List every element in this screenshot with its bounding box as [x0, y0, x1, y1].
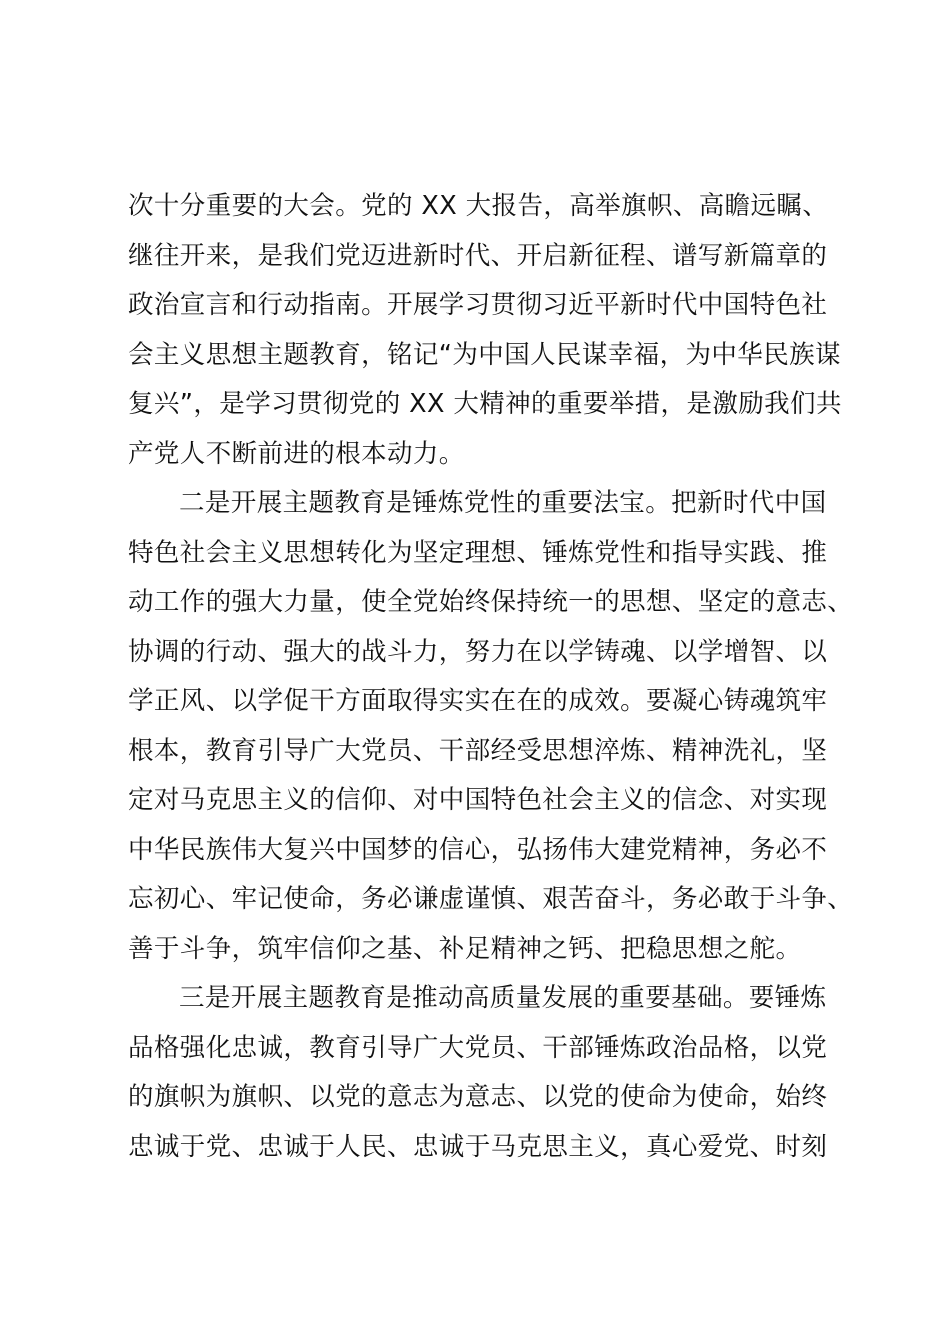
text-line: 次十分重要的大会。党的 XX 大报告，高举旗帜、高瞻远瞩、	[128, 191, 829, 221]
text-line: 善于斗争，筑牢信仰之基、补足精神之钙、把稳思想之舵。	[128, 933, 802, 964]
text-line: 政治宣言和行动指南。开展学习贯彻习近平新时代中国特色社	[128, 290, 828, 320]
text-line: 忠诚于党、忠诚于人民、忠诚于马克思主义，真心爱党、时刻	[128, 1131, 828, 1162]
text-line: 忘初心、牢记使命，务必谦虚谨慎、艰苦奋斗，务必敢于斗争、	[128, 884, 854, 914]
document-body	[128, 182, 854, 1172]
text-line: 三是开展主题教育是推动高质量发展的重要基础。要锤炼	[179, 983, 827, 1013]
text-line: 特色社会主义思想转化为坚定理想、锤炼党性和指导实践、推	[128, 537, 828, 568]
paragraph	[128, 479, 854, 974]
text-line: 品格强化忠诚，教育引导广大党员、干部锤炼政治品格，以党	[128, 1032, 828, 1063]
text-line: 学正风、以学促干方面取得实实在在的成效。要凝心铸魂筑牢	[128, 686, 828, 716]
text-line: 产党人不断前进的根本动力。	[128, 438, 465, 469]
text-line: 定对马克思主义的信仰、对中国特色社会主义的信念、对实现	[128, 785, 828, 815]
text-line: 根本，教育引导广大党员、干部经受思想淬炼、精神洗礼，坚	[128, 735, 828, 766]
text-line: 的旗帜为旗帜、以党的意志为意志、以党的使命为使命，始终	[128, 1082, 828, 1112]
text-line: 继往开来，是我们党迈进新时代、开启新征程、谱写新篇章的	[128, 240, 828, 271]
paragraph	[128, 974, 850, 1172]
text-line: 协调的行动、强大的战斗力，努力在以学铸魂、以学增智、以	[128, 636, 828, 667]
text-line: 二是开展主题教育是锤炼党性的重要法宝。把新时代中国	[179, 488, 827, 518]
text-line: 会主义思想主题教育，铭记“为中国人民谋幸福，为中华民族谋	[128, 339, 841, 370]
text-line: 中华民族伟大复兴中国梦的信心，弘扬伟大建党精神，务必不	[128, 834, 828, 865]
paragraph	[128, 182, 850, 479]
text-line: 复兴”，是学习贯彻党的 XX 大精神的重要举措，是激励我们共	[128, 389, 842, 419]
text-line: 动工作的强大力量，使全党始终保持统一的思想、坚定的意志、	[128, 587, 854, 617]
